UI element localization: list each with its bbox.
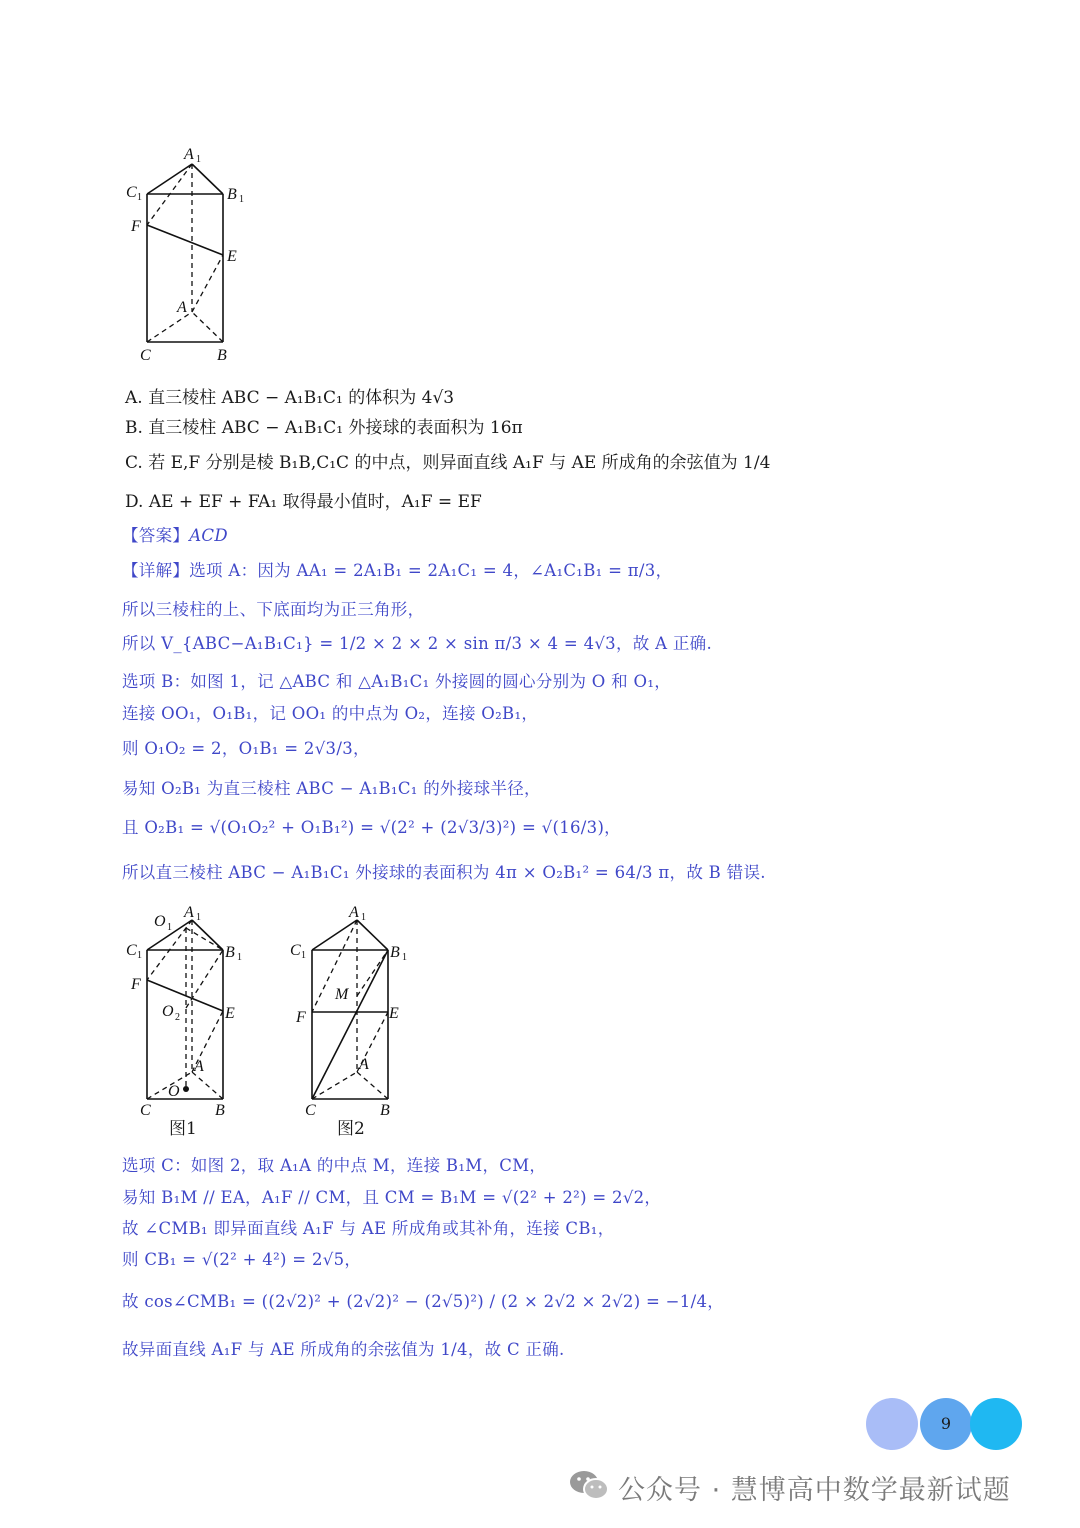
solution-line-10: 选项 C：如图 2，取 A₁A 的中点 M，连接 B₁M，CM， [122,1156,547,1175]
svg-text:1: 1 [196,912,201,923]
label-c: C [140,347,151,364]
fig2-label-b1: B [390,944,400,961]
svg-text:2: 2 [175,1012,180,1023]
fig2-label-e: E [389,1005,399,1022]
svg-text:1: 1 [167,922,172,933]
page-circle-right [970,1398,1022,1450]
figure-2 [283,900,423,1140]
solution-line-2: 所以三棱柱的上、下底面均为正三角形， [122,600,425,619]
solution-line-7: 易知 O₂B₁ 为直三棱柱 ABC − A₁B₁C₁ 的外接球半径， [122,779,541,798]
label-a: A [177,299,187,316]
solution-line-11: 易知 B₁M // EA，A₁F // CM，且 CM = B₁M = √(2² + 2²) = 2√2， [122,1188,662,1207]
solution-line-1 [122,557,672,581]
svg-text:1: 1 [137,192,142,203]
option-c: C. 若 E,F 分别是棱 B₁B,C₁C 的中点，则异面直线 A₁F 与 AE 所成角的余弦值为 1/4 [125,453,771,473]
fig1-label-b: B [215,1102,225,1119]
fig1-label-c: C [140,1102,151,1119]
figure-2-caption: 图2 [337,1119,365,1139]
fig2-label-m: M [335,986,349,1003]
fig1-label-e: E [225,1005,235,1022]
solution-tag: 【详解】 [122,561,190,580]
solution-line-9: 所以直三棱柱 ABC − A₁B₁C₁ 外接球的表面积为 4π × O₂B₁² = 64/3 π，故 B 错误. [122,863,766,882]
figure-1 [118,900,258,1140]
fig2-label-c: C [305,1102,316,1119]
option-a: A. 直三棱柱 ABC − A₁B₁C₁ 的体积为 4√3 [125,388,455,408]
solution-line-14: 故 cos∠CMB₁ = ((2√2)² + (2√2)² − (2√5)²) / (2 × 2√2 × 2√2) = −1/4， [122,1292,725,1311]
answer-tag: 【答案】 [122,526,190,545]
svg-text:1: 1 [137,950,142,961]
fig1-label-c1: C [126,942,137,959]
option-b: B. 直三棱柱 ABC − A₁B₁C₁ 外接球的表面积为 16π [125,418,523,438]
fig1-label-a: A [194,1058,204,1075]
fig1-label-b1: B [225,944,235,961]
label-f: F [131,218,141,235]
answer-line [122,522,228,546]
fig2-label-a1: A [349,904,359,921]
solution-line-6: 则 O₁O₂ = 2，O₁B₁ = 2√3/3， [122,739,370,758]
fig2-label-a: A [359,1056,369,1073]
solution-line-5: 连接 OO₁，O₁B₁，记 OO₁ 的中点为 O₂，连接 O₂B₁， [122,704,539,723]
svg-text:1: 1 [402,952,407,963]
footer-watermark: 公众号 · 慧博高中数学最新试题 [618,1475,1011,1506]
option-d: D. AE + EF + FA₁ 取得最小值时，A₁F = EF [125,492,482,512]
solution-line-12: 故 ∠CMB₁ 即异面直线 A₁F 与 AE 所成角或其补角，连接 CB₁， [122,1219,615,1238]
fig1-label-o1: O [154,913,166,930]
label-c1: C [126,184,137,201]
fig2-label-c1: C [290,942,301,959]
figure-1-caption: 图1 [169,1119,197,1139]
solution-line-3: 所以 V_{ABC−A₁B₁C₁} = 1/2 × 2 × 2 × sin π/3 × 4 = 4√3，故 A 正确. [122,634,713,653]
fig1-label-a1: A [184,904,194,921]
page-number: 9 [920,1398,972,1450]
label-e: E [227,248,237,265]
fig2-label-b: B [380,1102,390,1119]
svg-text:1: 1 [237,952,242,963]
fig1-label-o2: O [162,1003,174,1020]
solution-line-4: 选项 B：如图 1，记 △ABC 和 △A₁B₁C₁ 外接圆的圆心分别为 O 和 O₁， [122,672,672,691]
label-a1: A [184,146,194,163]
fig1-label-o: O [168,1083,180,1100]
solution-text-1: 选项 A：因为 AA₁ = 2A₁B₁ = 2A₁C₁ = 4，∠A₁C₁B₁ = π/3， [189,561,673,580]
svg-text:1: 1 [361,912,366,923]
svg-text:1: 1 [196,154,201,165]
answer-value: ACD [189,526,228,545]
label-b1: B [227,186,237,203]
label-b: B [217,347,227,364]
page-circle-left [866,1398,918,1450]
solution-line-13: 则 CB₁ = √(2² + 4²) = 2√5， [122,1250,362,1269]
fig2-label-f: F [296,1009,306,1026]
prism-figure-top [118,140,258,370]
svg-text:1: 1 [301,950,306,961]
fig1-label-f: F [131,976,141,993]
wechat-icon [568,1468,610,1502]
solution-line-15: 故异面直线 A₁F 与 AE 所成角的余弦值为 1/4，故 C 正确. [122,1340,565,1359]
solution-line-8: 且 O₂B₁ = √(O₁O₂² + O₁B₁²) = √(2² + (2√3/3)²) = √(16/3)， [122,818,621,837]
svg-text:1: 1 [239,194,244,205]
